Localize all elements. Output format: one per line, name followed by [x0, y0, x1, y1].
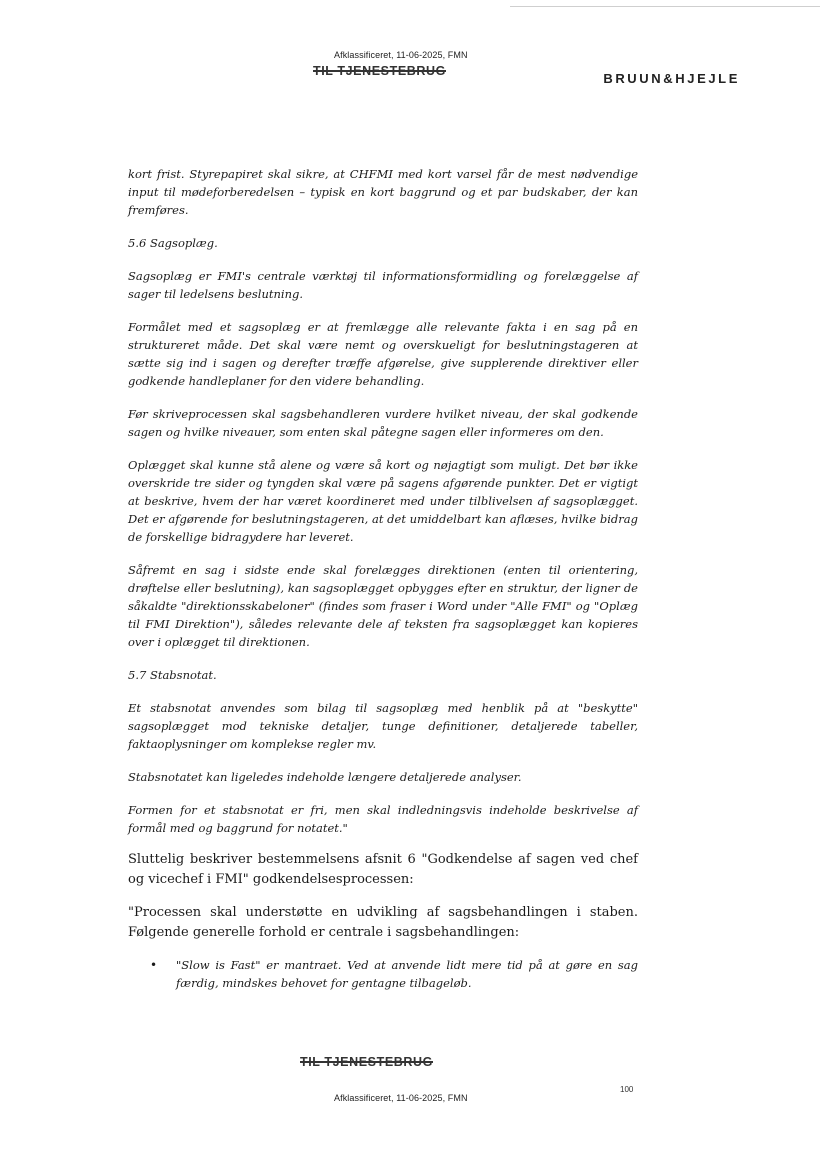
- page-number: 100: [620, 1085, 634, 1094]
- bullet-list: [128, 956, 638, 992]
- paragraph-stabsnotat: Et stabsnotat anvendes som bilag til sagsoplæg med henblik på at "beskytte" sagsoplægget mod tekniske detaljer, tunge definitioner, detaljerede tabeller, faktaoplysninger om komplekse regler mv.: [128, 701, 638, 751]
- paragraph-skriveproces: Før skriveprocessen skal sagsbehandleren vurdere hvilket niveau, der skal godkende sagen og hvilke niveauer, som enten skal påtegne sagen eller informeres om den.: [128, 407, 638, 439]
- classification-footer: TIL TJENESTEBRUG: [300, 1055, 433, 1069]
- bullet-text: "Slow is Fast" er mantraet. Ved at anvende lidt mere tid på at gøre en sag færdig, mindskes behovet for gentagne tilbageløb.: [176, 958, 638, 990]
- firm-logo: BRUUN&HJEJLE: [603, 71, 740, 86]
- paragraph-analyser: Stabsnotatet kan ligeledes indeholde længere detaljerede analyser.: [128, 770, 522, 784]
- paragraph-processen: "Processen skal understøtte en udvikling af sagsbehandlingen i staben. Følgende generelle forhold er centrale i sagsbehandlingen:: [128, 905, 638, 940]
- classification-header: TIL TJENESTEBRUG: [313, 64, 446, 78]
- paragraph-sagsoplaeg: Sagsoplæg er FMI's centrale værktøj til informationsformidling og forelæggelse af sager til ledelsens beslutning.: [128, 269, 638, 301]
- paragraph-direktion: Såfremt en sag i sidste ende skal forelægges direktionen (enten til orientering, drøftelse eller beslutning), kan sagsoplægget opbygges efter en struktur, der ligner de såkaldte "direktionsskabeloner" (findes som fraser i Word under "Alle FMI" og "Oplæg til FMI Direktion"), således relevante dele af teksten fra sagsoplægget kan kopieres over i oplægget til direktionen.: [128, 563, 638, 649]
- paragraph-oplaegget: Oplægget skal kunne stå alene og være så kort og nøjagtigt som muligt. Det bør ikke overskride tre sider og tyngden skal være på sagens afgørende punkter. Det er vigtigt at beskrive, hvem der har været koordineret med under tilblivelsen af sagsoplægget. Det er afgørende for beslutningstageren, at det umiddelbart kan aflæses, hvilke bidrag de forskellige bidragydere har leveret.: [128, 458, 638, 544]
- document-body: [128, 165, 638, 992]
- paragraph-afsnit-6: Sluttelig beskriver bestemmelsens afsnit 6 "Godkendelse af sagen ved chef og vicechef i FMI" godkendelsesprocessen:: [128, 852, 638, 887]
- bullet-marker: •: [150, 958, 158, 972]
- paragraph-formen: Formen for et stabsnotat er fri, men skal indledningsvis indeholde beskrivelse af formål med og baggrund for notatet.": [128, 803, 638, 835]
- list-item: [128, 956, 638, 992]
- section-heading-5-6: 5.6 Sagsoplæg.: [128, 236, 218, 250]
- paragraph-intro: kort frist. Styrepapiret skal sikre, at CHFMI med kort varsel får de mest nødvendige input til mødeforberedelsen – typisk en kort baggrund og et par budskaber, der kan fremføres.: [128, 167, 638, 217]
- section-heading-5-7: 5.7 Stabsnotat.: [128, 668, 217, 682]
- paragraph-formaal: Formålet med et sagsoplæg er at fremlægge alle relevante fakta i en sag på en struktureret måde. Det skal være nemt og overskueligt for beslutningstageren at sætte sig ind i sagen og derefter træffe afgørelse, give supplerende direktiver eller godkende handleplaner for den videre behandling.: [128, 320, 638, 388]
- declassification-stamp-bottom: Afklassificeret, 11-06-2025, FMN: [334, 1093, 468, 1103]
- scan-edge-line: [510, 6, 820, 7]
- declassification-stamp-top: Afklassificeret, 11-06-2025, FMN: [334, 50, 468, 60]
